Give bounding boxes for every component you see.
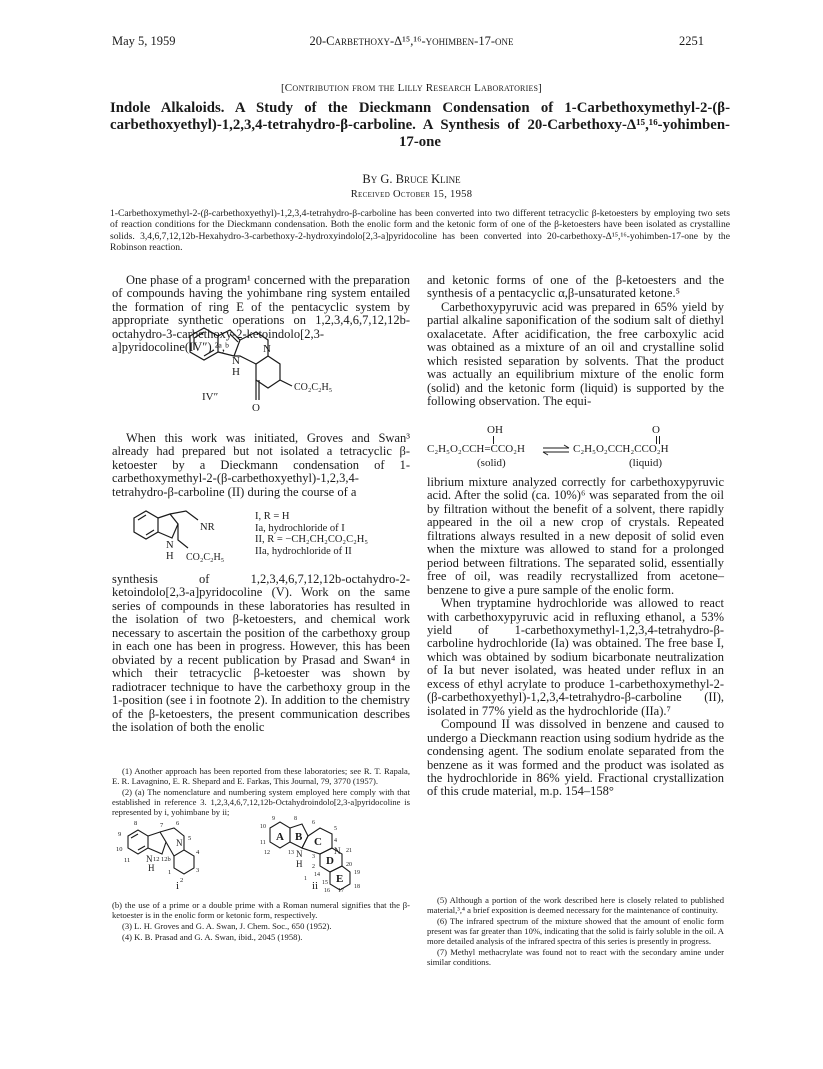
- keto-formula: C₂H₅O₂CCH₂CCO₂H: [573, 443, 669, 455]
- num-11: 11: [260, 840, 266, 846]
- header-date: May 5, 1959: [112, 34, 176, 48]
- footnote-4: (4) K. B. Prasad and G. A. Swan, ibid., 2045 (1958).: [122, 932, 303, 942]
- footnotes-left-bottom: [112, 900, 410, 943]
- enol-state: (solid): [477, 457, 506, 469]
- num-10: 10: [116, 846, 123, 853]
- enol-OH: OH: [487, 424, 503, 436]
- legend-line-1: I, R = H: [255, 511, 290, 522]
- running-title: 20-Carbethoxy-Δ¹⁵,¹⁶-yohimben-17-one: [309, 34, 514, 48]
- num-8: 8: [294, 816, 297, 822]
- num-19: 19: [354, 870, 360, 876]
- keto-state: (liquid): [629, 457, 662, 469]
- atom-N12: N: [146, 854, 153, 864]
- atom-N4: N: [334, 846, 341, 856]
- num-1: 1: [168, 869, 172, 876]
- substituent-ester: CO₂C₂H₅: [186, 552, 225, 563]
- num-9: 9: [272, 816, 275, 822]
- abstract: 1-Carbethoxymethyl-2-(β-carbethoxyethyl)-1,2,3,4-tetrahydro-β-carboline has been converted into two different tetracyclic β-ketoesters by employing two sets of reaction conditions for the Dieckmann condensation. Both the enolic form and the ketonic form of one of the β-ketoesters have been isolated as crystalline solids. 3,4,6,7,12,12b-Hexahydro-3-carbethoxy-2-hydroxyindolo[2,3-a]pyridocoline has been converted into 20-carbethoxy-Δ¹⁵,¹⁶-yohimben-17-one by the Robinson reaction.: [110, 208, 730, 254]
- num-6: 6: [176, 820, 180, 827]
- atom-O: O: [252, 402, 260, 414]
- left-col-para2: [112, 432, 410, 499]
- num-5: 5: [334, 826, 337, 832]
- num-2: 2: [312, 864, 315, 870]
- equilibrium-equation: [427, 424, 724, 476]
- right-col-top: [427, 274, 724, 409]
- atom-H: H: [232, 366, 240, 378]
- footnote-3: (3) L. H. Groves and G. A. Swan, J. Chem. Soc., 650 (1952).: [122, 921, 332, 931]
- footnote-2b: (b) the use of a prime or a double prime with a Roman numeral signifies that the β-ketoester is in the enolic form or ketonic form, respectively.: [112, 900, 410, 920]
- atom-N-bridge: N: [263, 343, 271, 355]
- substituent-ester: CO₂C₂H₅: [294, 382, 333, 393]
- ring-A: A: [276, 831, 284, 843]
- page-number: 2251: [679, 34, 704, 48]
- atom-NR: NR: [200, 522, 215, 533]
- left-paragraph-1: One phase of a program¹ concerned with the preparation of compounds having the yohimbane ring system entailed the formation of ring E of the pentacyclic system by appropriate synthetic operations on 1,2,3,4,6,7,12,12b-octahydro-3-carbethoxy-2-ketoindolo[2,3-a]pyridocoline(IV″).²ᵃ,ᵇ: [112, 273, 410, 355]
- num-4: 4: [334, 838, 337, 844]
- footnote-1: (1) Another approach has been reported from these laboratories; see R. T. Rapala, E. R. Lavagnino, E. R. Shepard and E. Farkas, This Journal, 79, 3770 (1957).: [112, 766, 410, 786]
- author-byline: By G. Bruce Kline: [362, 172, 461, 186]
- structure-II-carboline: [128, 508, 252, 570]
- right-col-bottom: [427, 476, 724, 799]
- num-2: 2: [180, 877, 184, 884]
- structure-II-legend: [255, 511, 415, 557]
- compound-label-IV: IV″: [202, 391, 219, 403]
- right-paragraph-2: Carbethoxypyruvic acid was prepared in 65% yield by partial alkaline saponification of the sodium salt of diethyl oxalacetate. After acidification, the free carboxylic acid was obtained as a mixture of an oil and crystalline solid which resisted separation by solvents. That the product was actually an equilibrium mixture of the enolic form (solid) and the ketonic form (liquid) is supported by the following observation. The equi-: [427, 299, 724, 409]
- right-paragraph-4: When tryptamine hydrochloride was allowed to react with carbethoxypyruvic acid in refluxing ethanol, a 53% yield of 1-carbethoxymethyl-1,2,3,4-tetrahydro-β-carboline hydrochloride (Ia) was obtained. The free base I, which was obtained by sodium bicarbonate neutralization of Ia but never isolated, was heated under reflux in an excess of ethyl acrylate to produce 1-carbethoxymethyl-2-(β-carbethoxyethyl)-1,2,3,4-tetrahydro-β-carboline (II), isolated in 77% yield as the hydrochloride (IIa).⁷: [427, 596, 724, 718]
- num-3: 3: [196, 867, 200, 874]
- atom-N: N: [296, 849, 303, 859]
- footnotes-right: [427, 895, 724, 968]
- ring-C: C: [314, 836, 322, 848]
- ring-D: D: [326, 855, 334, 867]
- structure-label-ii: ii: [312, 880, 319, 892]
- legend-line-4: IIa, hydrochloride of II: [255, 545, 352, 557]
- footnote-6: (6) The infrared spectrum of the mixture showed that the amount of enolic form present was far greater than 10%, indicating that the solid is fairly soluble in the oil. A more detailed analysis of the infrared spectra of this series is presently in progress.: [427, 916, 724, 946]
- num-10: 10: [260, 824, 266, 830]
- atom-H: H: [296, 859, 303, 869]
- num-1: 1: [304, 876, 307, 882]
- num-6: 6: [312, 820, 315, 826]
- num-17: 17: [338, 888, 344, 892]
- left-col-para3: [112, 573, 410, 734]
- footnotes-left-top: [112, 766, 410, 818]
- atom-N: N: [166, 540, 174, 551]
- ring-B: B: [295, 831, 303, 843]
- right-paragraph-5: Compound II was dissolved in benzene and caused to undergo a Dieckmann reaction using sodium hydride as the condensing agent. The sodium enolate separated from the benzene as it was formed and the product was isolated as the hydrochloride in 86% yield. Fractional crystallization of this crude material, m.p. 154–158°: [427, 717, 724, 799]
- num-12b: 12b: [161, 856, 171, 863]
- left-paragraph-3: synthesis of 1,2,3,4,6,7,12,12b-octahydro-2-ketoindolo[2,3-a]pyridocoline (V). Work on the same series of compounds in these laboratories has resulted in the isolation of two β-ketoesters, and chemical work necessary to ascertain the position of the carbethoxy group in each one has been in progress. However, this has been obviated by a recent publication by Prasad and Swan⁴ in which their tetracyclic β-ketoester was shown by radiotracer technique to have the carbethoxy group in the 1-position (see i in footnote 2). In addition to the chemistry of the β-ketoesters, the present communication describes the isolation of both the enolic: [112, 572, 410, 734]
- legend-line-3: II, R = −CH₂CH₂CO₂C₂H₅: [255, 534, 368, 545]
- right-paragraph-3: librium mixture analyzed correctly for carbethoxypyruvic acid. After the solid (ca. 10%)⁶ was separated from the oil by filtration without the benefit of a solvent, there rapidly appeared in the oil a new crop of crystals. Repeated filtrations always resulted in a new deposit of solid even when the mixture was allowed to stand for a prolonged period between filtrations. The separated solid, essentially free of oil, was readily recrystallized from acetone–benzene to give a pure sample of the enolic form.: [427, 475, 724, 597]
- contribution-line: [Contribution from the Lilly Research Laboratories]: [280, 82, 543, 94]
- footnote-7: (7) Methyl methacrylate was found not to react with the secondary amine under similar conditions.: [427, 947, 724, 967]
- num-9: 9: [118, 831, 122, 838]
- atom-H: H: [166, 551, 174, 562]
- num-8: 8: [134, 820, 138, 827]
- footnote-2a: (2) (a) The nomenclature and numbering system employed here comply with that established in reference 3. 1,2,3,4,6,7,12,12b-Octahydroindolo[2,3-a]pyridocoline is represented by i, yohimbane by ii;: [112, 787, 410, 817]
- num-15: 15: [322, 880, 328, 886]
- ring-E: E: [336, 873, 344, 885]
- structure-label-i: i: [176, 880, 180, 892]
- num-21: 21: [346, 848, 352, 854]
- structure-IV-ketoester: [168, 318, 368, 414]
- enol-formula: C₂H₅O₂CCH=CCO₂H: [427, 443, 525, 455]
- num-13: 13: [288, 850, 294, 856]
- num-18: 18: [354, 884, 360, 890]
- article-title: Indole Alkaloids. A Study of the Dieckmann Condensation of 1-Carbethoxymethyl-2-(β-carbethoxyethyl)-1,2,3,4-tetrahydro-β-carboline. A Synthesis of 20-Carbethoxy-Δ¹⁵,¹⁶-yohimben-17-one: [110, 100, 730, 150]
- footnote-5: (5) Although a portion of the work described here is closely related to published material,³,⁴ a brief exposition is deemed necessary for the maintenance of continuity.: [427, 895, 724, 915]
- num-12: 12: [264, 850, 270, 856]
- left-paragraph-2: When this work was initiated, Groves and Swan³ already had prepared but not isolated a tetracyclic β-ketoester by a Dieckmann condensation of 1-carbethoxymethyl-2-(β-carbethoxyethyl)-1,2,3,4-tetrahydro-β-carboline (II) during the course of a: [112, 431, 410, 499]
- num-3: 3: [312, 854, 315, 860]
- structure-i: [116, 816, 226, 892]
- received-date: Received October 15, 1958: [350, 189, 473, 200]
- legend-line-2: Ia, hydrochloride of I: [255, 522, 345, 534]
- atom-N5: N: [176, 838, 183, 848]
- num-14: 14: [314, 872, 320, 878]
- right-paragraph-1: and ketonic forms of one of the β-ketoesters and the synthesis of a pentacyclic α,β-unsaturated ketone.⁵: [427, 273, 724, 301]
- num-4: 4: [196, 849, 200, 856]
- atom-H: H: [148, 863, 155, 873]
- atom-N-indole: N: [232, 355, 240, 367]
- keto-O: O: [652, 424, 660, 436]
- equilibrium-arrows-icon: [541, 444, 571, 456]
- num-5: 5: [188, 835, 192, 842]
- num-16: 16: [324, 888, 330, 892]
- num-12: 12: [153, 856, 160, 863]
- num-20: 20: [346, 862, 352, 868]
- num-7: 7: [160, 822, 164, 829]
- num-11: 11: [124, 857, 131, 864]
